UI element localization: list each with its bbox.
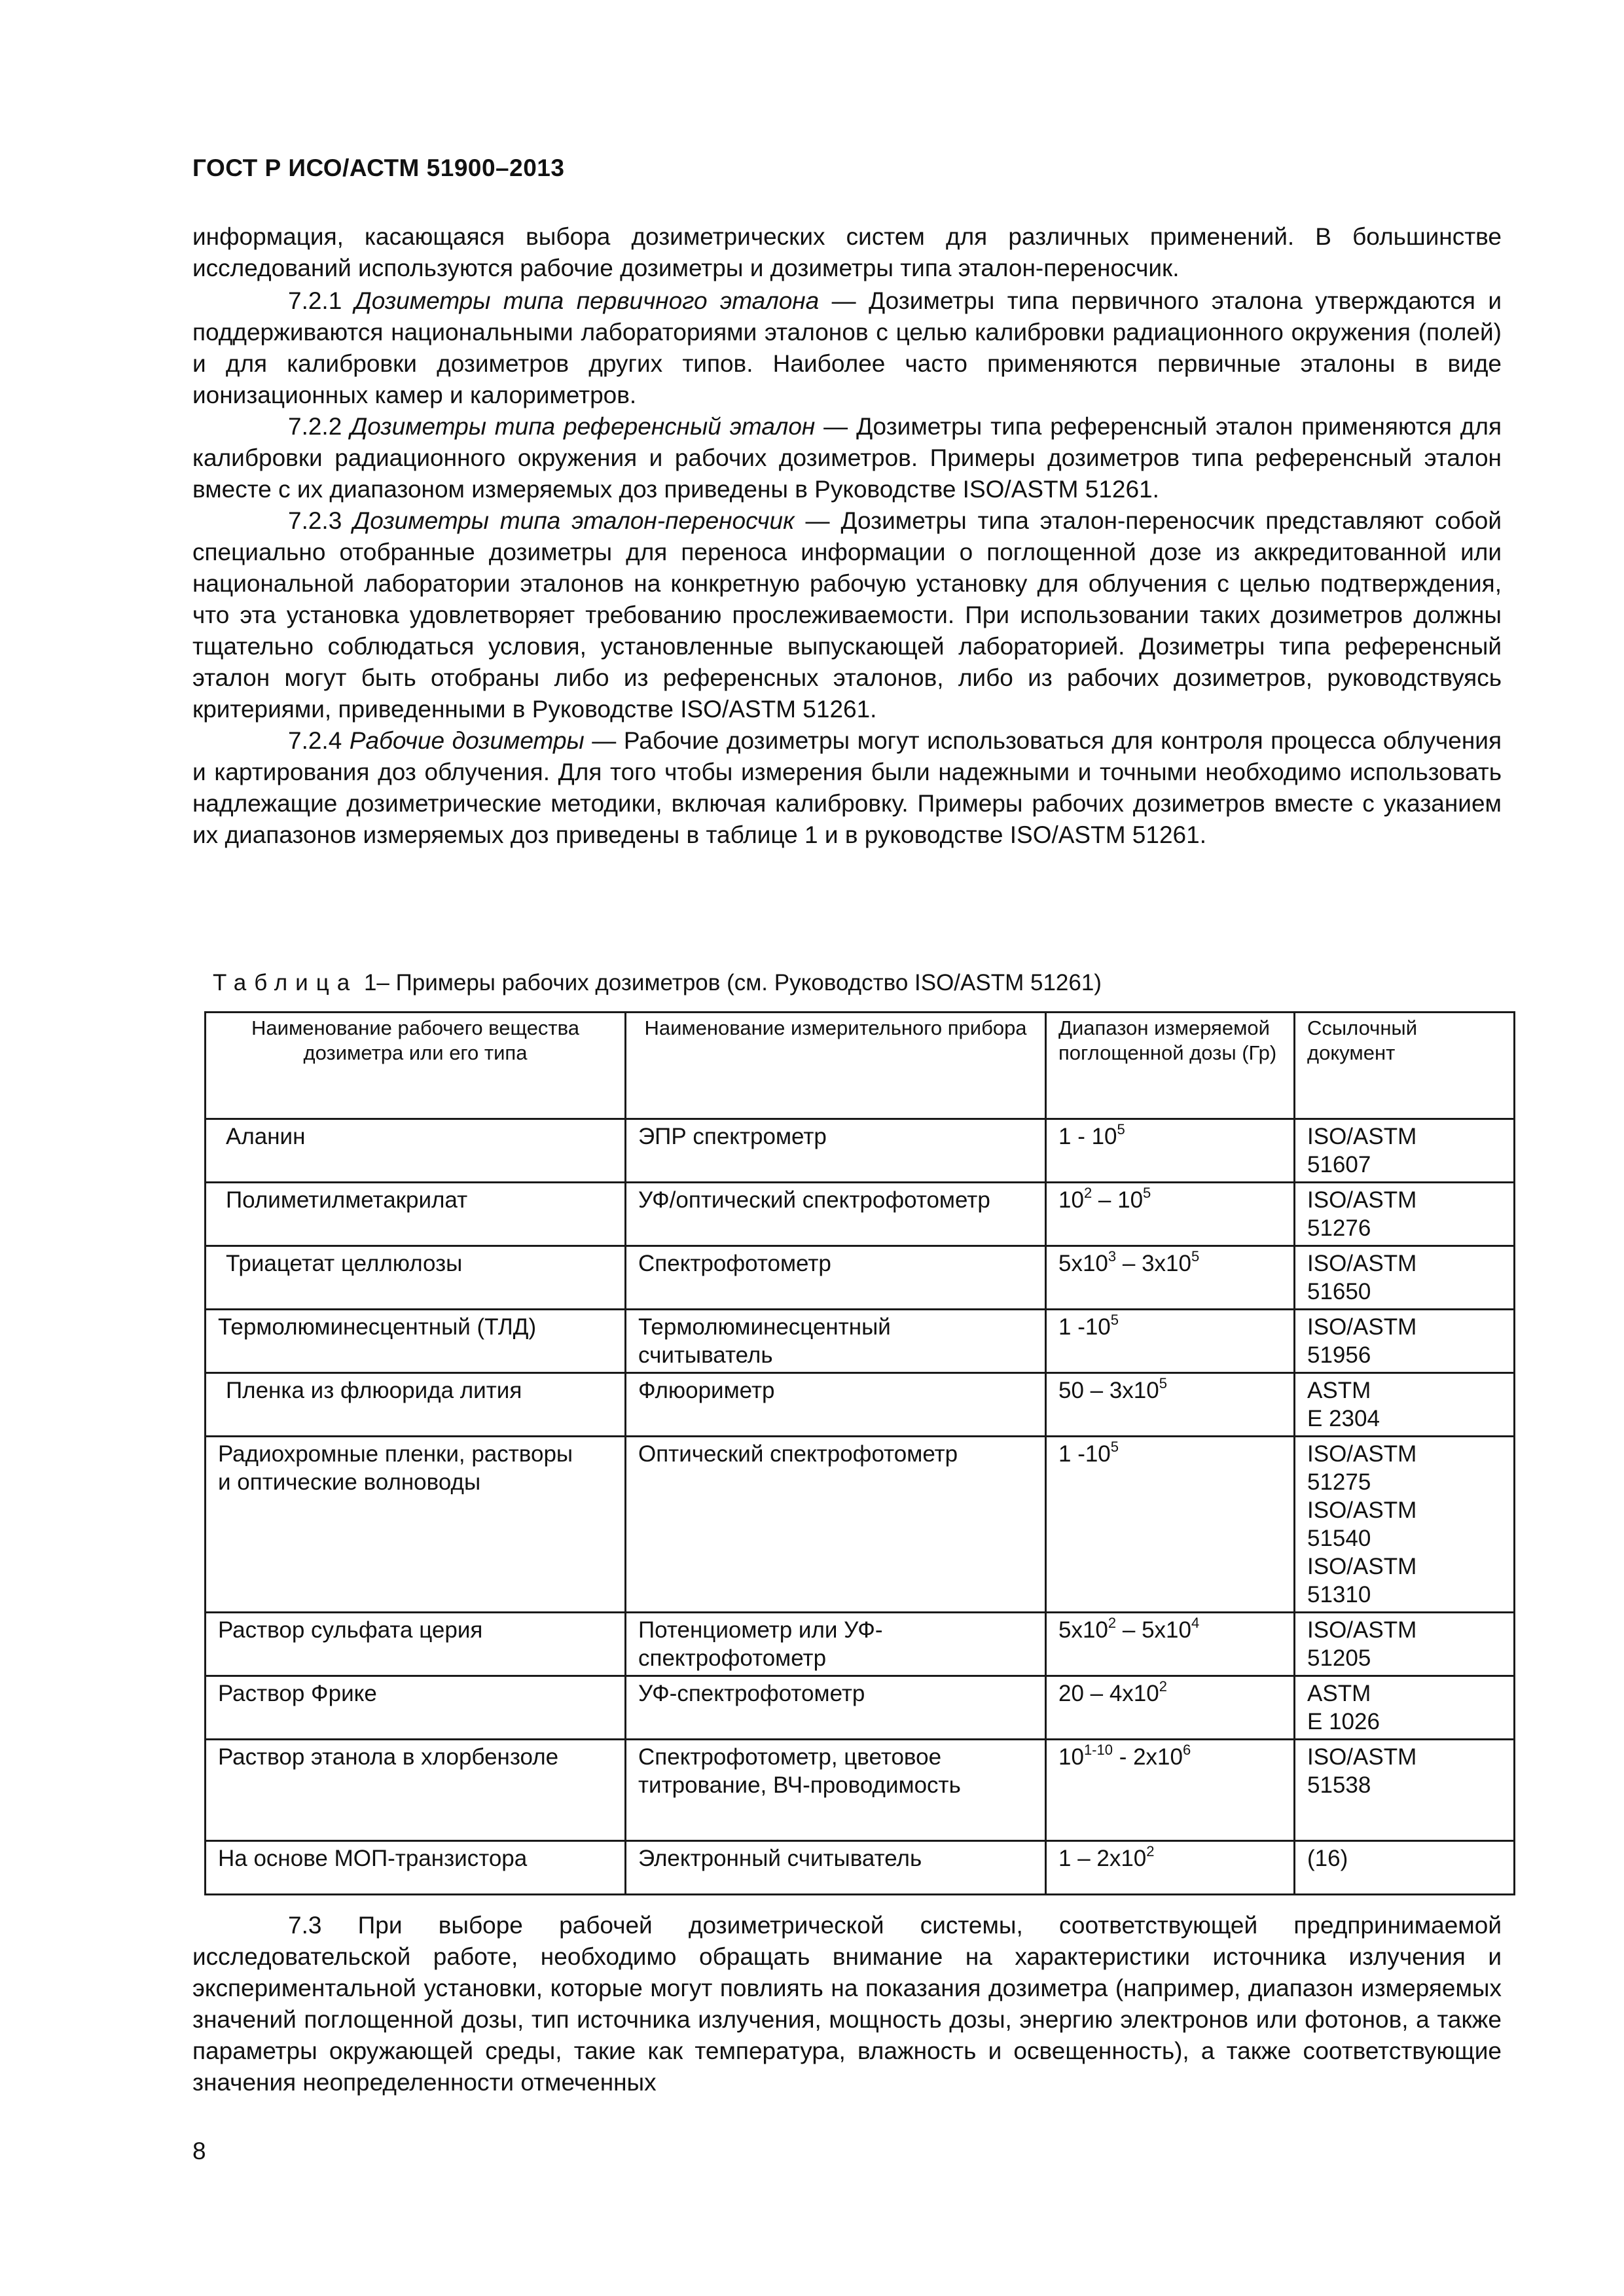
dose-exponent: 5: [1110, 1312, 1119, 1328]
section-number: 7.2.1: [288, 287, 342, 314]
dose-exponent: 4: [1191, 1615, 1200, 1631]
cell-substance: Пленка из флюорида лития: [206, 1373, 626, 1437]
table-row: [206, 1841, 1515, 1895]
dose-base: – 3x10: [1116, 1251, 1191, 1276]
section-term: Рабочие дозиметры: [349, 727, 585, 754]
dose-base: - 2x10: [1112, 1744, 1183, 1770]
table-row: [206, 1373, 1515, 1437]
cell-dose-range: [1046, 1676, 1295, 1740]
cell-reference: ISO/ASTM 51538: [1295, 1740, 1515, 1841]
table-caption-text: 1– Примеры рабочих дозиметров (см. Руководство ISO/ASTM 51261): [363, 970, 1102, 996]
cell-substance: Полиметилметакрилат: [206, 1183, 626, 1246]
cell-reference: ISO/ASTM 51956: [1295, 1310, 1515, 1373]
dose-base: 1 -10: [1058, 1441, 1111, 1467]
cell-substance: Радиохромные пленки, растворы и оптические волноводы: [206, 1437, 626, 1613]
cell-reference: ISO/ASTM 51650: [1295, 1246, 1515, 1310]
table-row: [206, 1740, 1515, 1841]
cell-reference: ASTM E 1026: [1295, 1676, 1515, 1740]
cell-instrument: Электронный считыватель: [626, 1841, 1046, 1895]
dose-base: 50 – 3x10: [1058, 1378, 1159, 1403]
cell-reference: ISO/ASTM 51205: [1295, 1613, 1515, 1676]
page-number: 8: [192, 2138, 206, 2164]
cell-instrument: УФ/оптический спектрофотометр: [626, 1183, 1046, 1246]
cell-reference: ISO/ASTM 51276: [1295, 1183, 1515, 1246]
dose-exponent: 2: [1159, 1678, 1167, 1695]
dose-exponent: 3: [1108, 1248, 1117, 1265]
cell-instrument: Спектрофотометр, цветовое титрование, ВЧ-проводимость: [626, 1740, 1046, 1841]
section-7-3-paragraph: [192, 1910, 1502, 2098]
cell-reference: ISO/ASTM 51275 ISO/ASTM 51540 ISO/ASTM 51310: [1295, 1437, 1515, 1613]
header-instrument: Наименование измерительного прибора: [626, 1013, 1046, 1119]
dosimeters-table: [204, 1011, 1515, 1895]
table-row: [206, 1183, 1515, 1246]
table-header-row: [206, 1013, 1515, 1119]
dose-exponent: 2: [1108, 1615, 1117, 1631]
section-term: Дозиметры типа первичного эталона: [354, 287, 820, 314]
section-number: 7.2.2: [288, 413, 342, 440]
dose-exponent: 2: [1146, 1843, 1155, 1859]
dose-exponent: 5: [1117, 1121, 1125, 1138]
cell-dose-range: [1046, 1373, 1295, 1437]
table-row: [206, 1119, 1515, 1183]
section-text: Дозиметры типа первичного эталона утверждаются и поддерживаются национальными лабораториями эталонов с целью калибровки радиационного окружения (полей) и для калибровки дозиметров других типов. Наиболее часто применяются первичные эталоны в виде ионизационных камер и калориметров.: [192, 287, 1502, 408]
cell-reference: ISO/ASTM 51607: [1295, 1119, 1515, 1183]
section-7-3-text: 7.3 При выборе рабочей дозиметрической системы, соответствующей предпринимаемой исследовательской работе, необходимо обращать внимание на характеристики источника излучения и экспериментальной установки, которые могут повлиять на показания дозиметра (например, диапазон измеряемых значений поглощенной дозы, тип источника излучения, мощность дозы, энергию электронов или фотонов, а также параметры окружающей среды, такие как температура, влажность и освещенность), а также соответствующие значения неопределенности отмеченных: [192, 1912, 1502, 2096]
section-7-2-3: [192, 505, 1502, 725]
cell-dose-range: [1046, 1841, 1295, 1895]
cell-substance: Аланин: [206, 1119, 626, 1183]
section-term: Дозиметры типа референсный эталон: [350, 413, 816, 440]
cell-dose-range: [1046, 1183, 1295, 1246]
cell-substance: Триацетат целлюлозы: [206, 1246, 626, 1310]
table-row: [206, 1246, 1515, 1310]
table-row: [206, 1613, 1515, 1676]
table-caption: [213, 970, 1102, 996]
cell-instrument: ЭПР спектрометр: [626, 1119, 1046, 1183]
cell-dose-range: [1046, 1246, 1295, 1310]
dose-exponent: 2: [1083, 1185, 1092, 1201]
standard-title: ГОСТ Р ИСО/АСТМ 51900–2013: [192, 154, 565, 181]
intro-paragraph: [192, 221, 1502, 284]
cell-reference: ASTM E 2304: [1295, 1373, 1515, 1437]
section-dash: —: [794, 507, 841, 534]
cell-substance: Раствор сульфата церия: [206, 1613, 626, 1676]
cell-dose-range: [1046, 1119, 1295, 1183]
dose-base: 10: [1058, 1744, 1084, 1770]
table-caption-label: Таблица: [213, 970, 358, 996]
section-text: Дозиметры типа референсный эталон применяются для калибровки радиационного окружения и рабочих дозиметров. Примеры дозиметров типа референсный эталон вместе с их диапазоном измеряемых доз приведены в Руководстве ISO/ASTM 51261.: [192, 413, 1502, 503]
section-text: Рабочие дозиметры могут использоваться для контроля процесса облучения и картирования доз облучения. Для того чтобы измерения были надежными и точными необходимо использовать надлежащие дозиметрические методики, включая калибровку. Примеры рабочих дозиметров вместе с указанием их диапазонов измеряемых доз приведены в таблице 1 и в руководстве ISO/ASTM 51261.: [192, 727, 1502, 848]
dose-exponent: 5: [1191, 1248, 1200, 1265]
table-row: [206, 1676, 1515, 1740]
dose-exponent: 5: [1110, 1439, 1119, 1455]
dose-base: 5x10: [1058, 1617, 1108, 1643]
dose-exponent: 6: [1182, 1742, 1191, 1758]
dose-base: 20 – 4x10: [1058, 1681, 1159, 1706]
cell-dose-range: [1046, 1740, 1295, 1841]
cell-substance: На основе МОП-транзистора: [206, 1841, 626, 1895]
header-dose-range: Диапазон измеряемой поглощенной дозы (Гр): [1046, 1013, 1295, 1119]
cell-substance: Раствор этанола в хлорбензоле: [206, 1740, 626, 1841]
section-7-2-4: [192, 725, 1502, 851]
dose-exponent: 5: [1143, 1185, 1151, 1201]
dose-exponent: 5: [1159, 1375, 1167, 1391]
table-row: [206, 1437, 1515, 1613]
dose-base: 1 – 2x10: [1058, 1846, 1147, 1871]
header-reference: Ссылочный документ: [1295, 1013, 1515, 1119]
section-dash: —: [584, 727, 624, 754]
cell-substance: Термолюминесцентный (ТЛД): [206, 1310, 626, 1373]
cell-dose-range: [1046, 1437, 1295, 1613]
intro-text: информация, касающаяся выбора дозиметрических систем для различных применений. В большинстве исследований используются рабочие дозиметры и дозиметры типа эталон-переносчик.: [192, 223, 1502, 281]
cell-dose-range: [1046, 1310, 1295, 1373]
section-number: 7.2.3: [288, 507, 342, 534]
cell-instrument: УФ-спектрофотометр: [626, 1676, 1046, 1740]
section-7-2-1: [192, 285, 1502, 411]
section-dash: —: [815, 413, 857, 440]
cell-instrument: Спектрофотометр: [626, 1246, 1046, 1310]
dose-base: 10: [1058, 1187, 1084, 1213]
dose-base: – 5x10: [1116, 1617, 1191, 1643]
section-text: Дозиметры типа эталон-переносчик представляют собой специально отобранные дозиметры для переноса информации о поглощенной дозе из аккредитованной или национальной лаборатории эталонов на конкретную рабочую установку для облучения с целью подтверждения, что эта установка удовлетворяет требованию прослеживаемости. При использовании таких дозиметров должны тщательно соблюдаться условия, установленные выпускающей лабораторией. Дозиметры типа референсный эталон могут быть отобраны либо из референсных эталонов, либо из рабочих дозиметров, руководствуясь критериями, приведенными в Руководстве ISO/ASTM 51261.: [192, 507, 1502, 723]
section-dash: —: [819, 287, 869, 314]
section-7-2-2: [192, 411, 1502, 505]
cell-instrument: Термолюминесцентный считыватель: [626, 1310, 1046, 1373]
dose-base: 1 -10: [1058, 1314, 1111, 1340]
section-number: 7.2.4: [288, 727, 342, 754]
cell-reference: (16): [1295, 1841, 1515, 1895]
dose-exponent: 1-10: [1083, 1742, 1113, 1758]
dose-base: 1 - 10: [1058, 1124, 1117, 1149]
cell-dose-range: [1046, 1613, 1295, 1676]
cell-substance: Раствор Фрике: [206, 1676, 626, 1740]
dose-base: 5x10: [1058, 1251, 1108, 1276]
cell-instrument: Оптический спектрофотометр: [626, 1437, 1046, 1613]
sections-block: [192, 285, 1502, 851]
table-row: [206, 1310, 1515, 1373]
header-substance: Наименование рабочего вещества дозиметра или его типа: [206, 1013, 626, 1119]
cell-instrument: Потенциометр или УФ- спектрофотометр: [626, 1613, 1046, 1676]
dose-base: – 10: [1092, 1187, 1144, 1213]
section-term: Дозиметры типа эталон-переносчик: [353, 507, 795, 534]
table-body: [206, 1119, 1515, 1895]
cell-instrument: Флюориметр: [626, 1373, 1046, 1437]
